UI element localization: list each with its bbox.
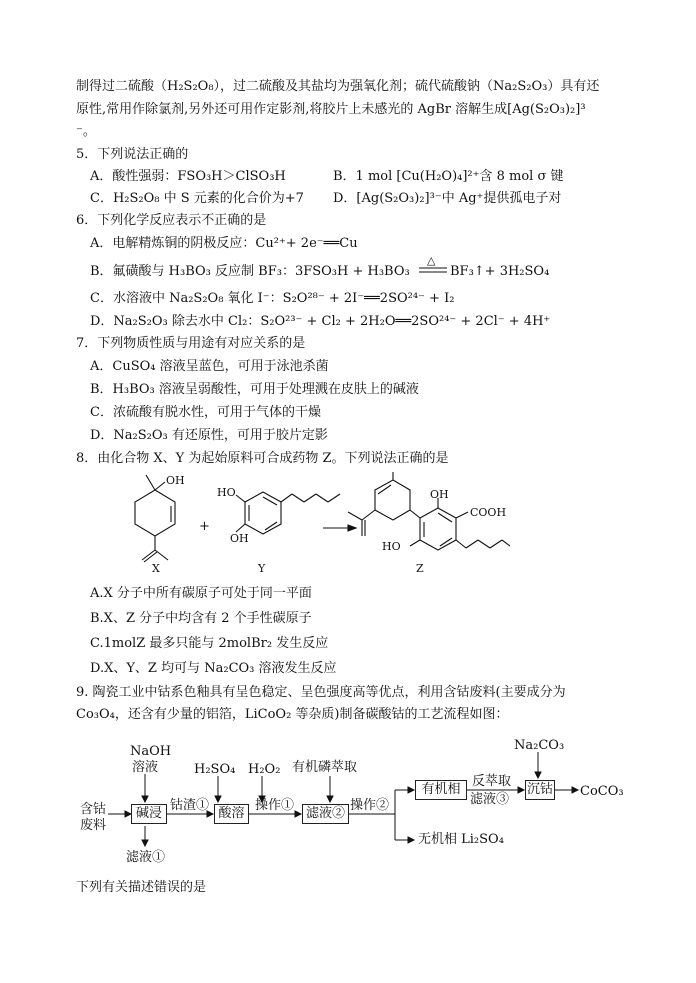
q5-option-b: B．1 mol [Cu(H₂O)₄]²⁺含 8 mol σ 键 <box>333 169 564 184</box>
q6-stem: 6．下列化学反应表示不正确的是 <box>76 213 267 228</box>
q5-option-d: D．[Ag(S₂O₃)₂]³⁻中 Ag⁺提供孤电子对 <box>333 191 562 206</box>
feed-label-1: 含钴 <box>80 802 107 817</box>
naoh-label: NaOH <box>130 744 172 759</box>
cobalt-precipitation-box: 沉钴 <box>525 780 555 800</box>
filtrate-2-box: 滤液② <box>302 804 349 824</box>
q8-option-c: C.1molZ 最多只能与 2molBr₂ 发生反应 <box>90 636 329 651</box>
x-label: X <box>152 562 160 575</box>
z-label: Z <box>416 562 424 575</box>
q9-tail: 下列有关描述错误的是 <box>76 880 207 895</box>
extraction-label: 有机磷萃取 <box>292 760 358 775</box>
organic-phase-box: 有机相 <box>415 780 467 800</box>
x-oh-label: OH <box>166 474 185 487</box>
q7-option-a: A．CuSO₄ 溶液呈蓝色，可用于泳池杀菌 <box>90 359 329 374</box>
step-acid-dissolve: 酸溶 <box>214 804 249 824</box>
q5-stem: 5．下列说法正确的 <box>76 147 189 162</box>
h2so4-label: H₂SO₄ <box>194 762 236 777</box>
z-cooh-label: COOH <box>470 506 507 519</box>
z-benzene <box>420 508 456 550</box>
q6-option-a: A．电解精炼铜的阴极反应：Cu²⁺+ 2e⁻══Cu <box>90 236 358 251</box>
y-label: Y <box>258 562 266 575</box>
x-methyl <box>146 475 155 490</box>
feed-label-2: 废料 <box>80 818 107 833</box>
q7-option-b: B．H₃BO₃ 溶液呈弱酸性，可用于处理溅在皮肤上的碱液 <box>90 382 419 397</box>
q7-stem: 7．下列物质性质与用途有对应关系的是 <box>76 336 306 351</box>
process-flow-chart <box>70 730 630 880</box>
q8-reaction-scheme <box>110 472 510 577</box>
product-label: CoCO₃ <box>580 784 624 799</box>
filtrate-1-label: 滤液① <box>126 850 166 865</box>
naoh-solution-label: 溶液 <box>132 760 159 775</box>
y-ho-label: HO <box>217 486 236 499</box>
q8-option-b: B.X、Z 分子中均含有 2 个手性碳原子 <box>90 611 312 626</box>
q7-option-c: C．浓硫酸有脱水性，可用于气体的干燥 <box>90 405 321 420</box>
q9-stem-line-1: 9. 陶瓷工业中钴系色釉具有呈色稳定、呈色强度高等优点，利用含钴废料(主要成分为 <box>76 685 566 700</box>
intro-line-1: 制得过二硫酸（H₂S₂O₈），过二硫酸及其盐均为强氧化剂；硫代硫酸钠（Na₂S₂O₃）具有还 <box>76 79 600 94</box>
q8-option-d: D.X、Y、Z 均可与 Na₂CO₃ 溶液发生反应 <box>90 661 337 676</box>
q6-option-b-tail: BF₃↑+ 3H₂SO₄ <box>450 264 550 279</box>
q8-option-a: A.X 分子中所有碳原子可处于同一平面 <box>90 586 312 601</box>
y-oh-label: OH <box>230 532 249 545</box>
filtrate-3-label: 滤液③ <box>470 792 510 807</box>
q5-option-c: C．H₂S₂O₈ 中 S 元素的化合价为+7 <box>90 191 304 206</box>
q6-equals-arrow <box>418 266 448 276</box>
y-ring <box>245 492 281 534</box>
step-alkali-leach: 碱浸 <box>131 804 167 824</box>
z-oh-label: OH <box>430 488 449 501</box>
na2co3-label: Na₂CO₃ <box>514 738 565 753</box>
q6-option-c: C．水溶液中 Na₂S₂O₈ 氧化 I⁻：S₂O²⁸⁻ + 2I⁻══2SO²⁴⁻ + I₂ <box>90 291 455 306</box>
z-cyclohexene <box>375 480 410 520</box>
inorganic-phase-label: 无机相 Li₂SO₄ <box>418 832 504 847</box>
q8-stem: 8．由化合物 X、Y 为起始原料可合成药物 Z。下列说法正确的是 <box>76 451 449 466</box>
operation-2-label: 操作② <box>350 798 390 813</box>
q9-stem-line-2: Co₃O₄，还含有少量的铝箔，LiCoO₂ 等杂质)制备碳酸钴的工艺流程如图： <box>76 707 509 722</box>
q6-option-d: D．Na₂S₂O₃ 除去水中 Cl₂：S₂O²³⁻ + Cl₂ + 2H₂O══2SO²⁴⁻ + 2Cl⁻ + 4H⁺ <box>90 314 551 329</box>
operation-1-label: 操作① <box>255 798 295 813</box>
h2o2-label: H₂O₂ <box>248 762 281 777</box>
intro-line-2: 原性,常用作除氯剂,另外还可用作定影剂,将胶片上未感光的 AgBr 溶解生成[Ag(S₂O₃)₂]³ <box>76 102 586 117</box>
q5-option-a: A．酸性强弱：FSO₃H＞ClSO₃H <box>90 169 286 184</box>
q6-heat-condition: △ <box>427 254 436 267</box>
plus-sign: + <box>199 519 210 534</box>
q6-option-b: B．氟磺酸与 H₃BO₃ 反应制 BF₃：3FSO₃H + H₃BO₃ <box>90 264 410 279</box>
x-oh-bond <box>155 482 165 490</box>
q7-option-d: D．Na₂S₂O₃ 有还原性，可用于胶片定影 <box>90 428 328 443</box>
x-ring <box>135 490 175 536</box>
z-ho-label: HO <box>382 540 401 553</box>
back-extraction-label: 反萃取 <box>472 774 512 789</box>
intro-line-3: ⁻。 <box>76 124 96 139</box>
cobalt-residue-label: 钴渣① <box>170 798 210 813</box>
